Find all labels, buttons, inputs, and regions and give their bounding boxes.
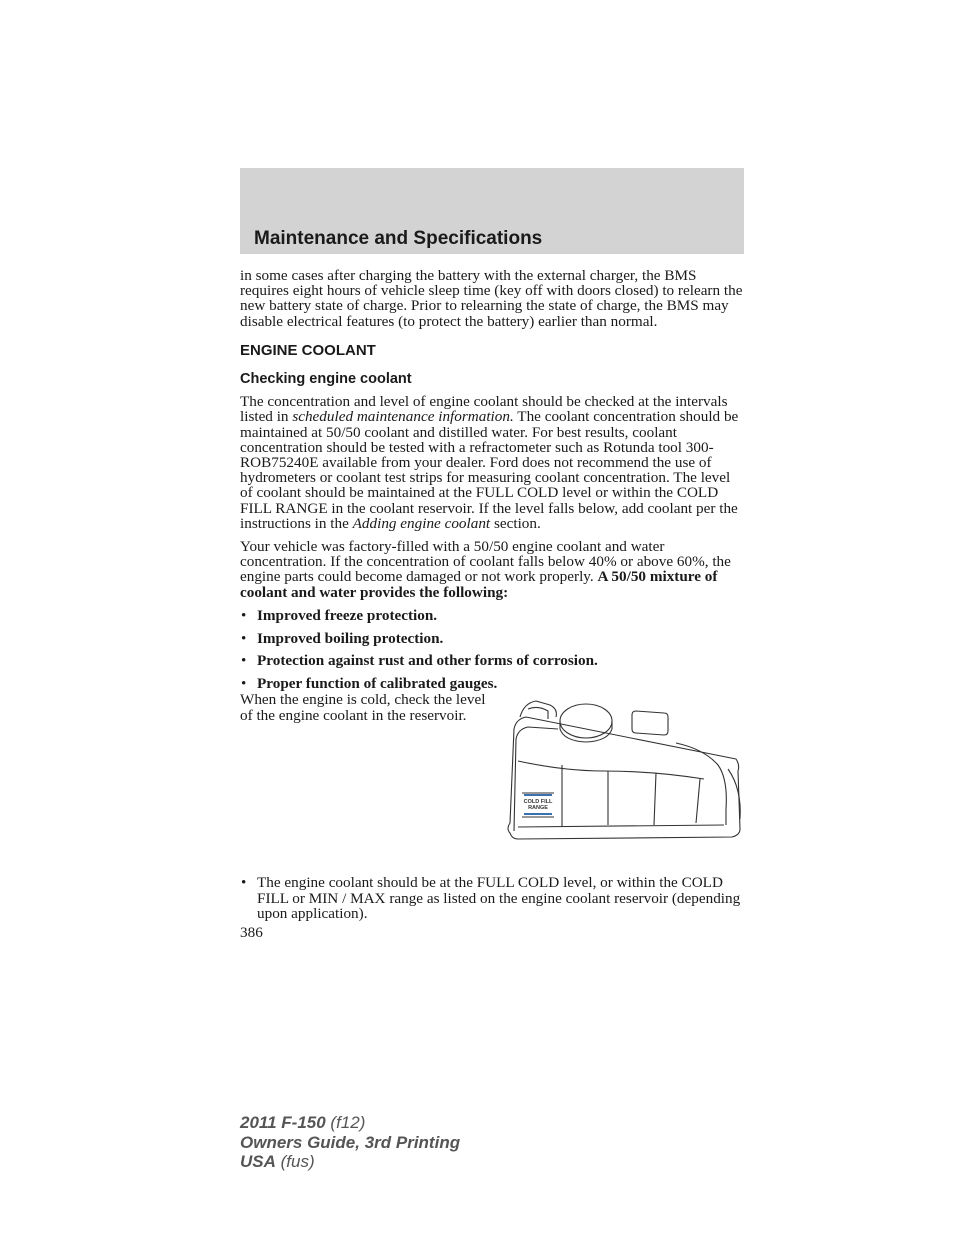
header-band <box>240 168 744 254</box>
footer-guide: Owners Guide, 3rd Printing <box>240 1132 461 1152</box>
list-item: • Improved freeze protection. <box>240 608 744 623</box>
para1-text-2: The coolant concentration should be maintained at 50/50 coolant and distilled water. For best results, coolant concentration should be tested with a refractometer such as Rotunda tool 300-ROB75240E available from your dealer. Ford does not recommend the use of hydrometers or coolant test strips for measuring coolant concentration. The level of coolant should be maintained at the FULL COLD level or within the COLD FILL RANGE in the coolant reservoir. If the level falls below, add coolant per the instructions in the <box>240 408 739 532</box>
paragraph-coolant-check <box>240 394 744 531</box>
paragraph-factory-fill <box>240 539 744 600</box>
footer-model: 2011 F-150 <box>240 1113 326 1132</box>
coolant-level-note <box>240 875 744 921</box>
footer-line-1 <box>240 1113 460 1133</box>
para1-italic-ref: scheduled maintenance information. <box>292 408 514 426</box>
para1-text-3: section. <box>490 514 541 532</box>
sub-heading: Checking engine coolant <box>240 371 412 388</box>
page-number: 386 <box>240 924 263 942</box>
page-title: Maintenance and Specifications <box>254 228 543 249</box>
footer-market-code: (fus) <box>275 1152 315 1171</box>
para2-text: Your vehicle was factory-filled with a 50/50 engine coolant and water concentration. If the concentration of coolant falls below 40% or above 60%, the engine parts could become damaged or not work properly. <box>240 538 731 586</box>
footer-market: USA <box>240 1152 276 1171</box>
coolant-reservoir-illustration <box>504 699 744 847</box>
para1-italic-ref-2: Adding engine coolant <box>352 514 491 532</box>
footer-line-3 <box>240 1152 460 1172</box>
section-heading: ENGINE COOLANT <box>240 341 376 359</box>
page-content <box>240 268 744 940</box>
list-item: • The engine coolant should be at the FULL COLD level, or within the COLD FILL or MIN / MAX range as listed on the engine coolant reservoir (depending upon application). <box>240 875 744 921</box>
figure-row <box>240 691 744 875</box>
cold-fill-label: COLD FILL <box>523 799 553 806</box>
document-footer <box>240 1113 460 1172</box>
list-item: • Protection against rust and other forms of corrosion. <box>240 653 744 668</box>
para1-text: The concentration and level of engine coolant should be checked at the intervals listed in <box>240 393 728 426</box>
footer-line-2 <box>240 1133 460 1153</box>
list-item: • Proper function of calibrated gauges. <box>240 676 744 691</box>
range-label: RANGE <box>528 805 548 812</box>
footer-code: (f12) <box>325 1113 366 1132</box>
list-item: • Improved boiling protection. <box>240 631 744 646</box>
figure-caption: When the engine is cold, check the level of the engine coolant in the reservoir. <box>240 691 486 724</box>
benefits-list <box>240 608 744 692</box>
para2-bold: A 50/50 mixture of coolant and water provides the following: <box>240 568 718 601</box>
intro-paragraph: in some cases after charging the battery with the external charger, the BMS requires eight hours of vehicle sleep time (key off with doors closed) to relearn the new battery state of charge. Prior to relearning the state of charge, the BMS may disable electrical features (to protect the battery) earlier than normal. <box>240 267 743 330</box>
